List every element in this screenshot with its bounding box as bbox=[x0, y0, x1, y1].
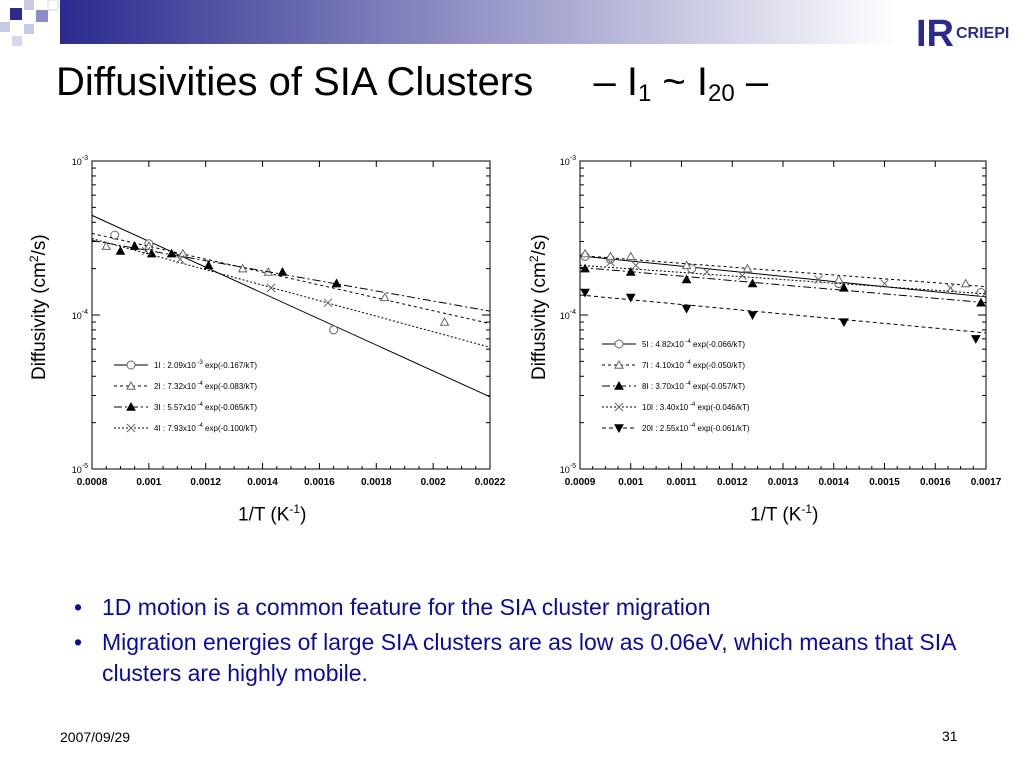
legend-label: 3I : 5.57x10 $^{-4}$ exp(-0.065/kT) bbox=[154, 402, 258, 412]
left-chart-xlabel: 1/T $(K^{-1})$ bbox=[238, 502, 307, 526]
bullet-item: • Migration energies of large SIA clusters are as low as 0.06eV, which means that SIA clusters are highly mobile. bbox=[72, 627, 992, 689]
header-gradient-bar bbox=[60, 0, 900, 44]
x-tick-label: 0.0012 bbox=[716, 477, 748, 488]
title-end: – bbox=[734, 60, 769, 104]
plot-frame bbox=[92, 161, 490, 469]
y-tick-label: $10^{-3}$ bbox=[71, 155, 88, 167]
legend-marker bbox=[127, 361, 135, 369]
x-tick-label: 0.0009 bbox=[564, 477, 596, 488]
plot-frame bbox=[580, 161, 986, 469]
right-diffusivity-chart bbox=[552, 145, 1012, 495]
x-tick-label: 0.002 bbox=[420, 477, 446, 488]
legend-label: 7I : 4.10x10 $^{-4}$ exp(-0.050/kT) bbox=[642, 360, 746, 370]
x-tick-label: 0.0016 bbox=[919, 477, 951, 488]
footer-date: 2007/09/29 bbox=[60, 729, 131, 745]
legend-label: 8I : 3.70x10 $^{-4}$ exp(-0.057/kT) bbox=[642, 381, 746, 391]
legend-label: 4I : 7.93x10 $^{-4}$ exp(-0.100/kT) bbox=[154, 423, 258, 433]
y-tick-label: $10^{-5}$ bbox=[559, 463, 576, 475]
x-tick-label: 0.0016 bbox=[304, 477, 335, 488]
svg-text:CRIEPI: CRIEPI bbox=[956, 25, 1010, 42]
left-diffusivity-chart bbox=[50, 145, 530, 495]
y-tick-label: $10^{-4}$ bbox=[71, 309, 88, 321]
y-tick-label: $10^{-4}$ bbox=[559, 309, 576, 321]
x-tick-label: 0.001 bbox=[136, 477, 162, 488]
x-tick-label: 0.0018 bbox=[360, 477, 392, 488]
x-tick-label: 0.001 bbox=[618, 477, 644, 488]
left-chart-ylabel: Diffusivity $(cm^2/s)$ bbox=[26, 234, 51, 381]
x-tick-label: 0.0013 bbox=[767, 477, 799, 488]
page-title bbox=[56, 60, 768, 108]
y-tick-label: $10^{-5}$ bbox=[71, 463, 88, 475]
x-tick-label: 0.0011 bbox=[666, 477, 697, 488]
bullet-list bbox=[72, 592, 992, 693]
legend-label: 1I : 2.09x10 $^{-3}$ exp(-0.167/kT) bbox=[154, 360, 258, 370]
x-tick-label: 0.0012 bbox=[190, 477, 222, 488]
title-sub2: 20 bbox=[708, 80, 735, 107]
legend-marker bbox=[615, 340, 623, 348]
title-sub1: 1 bbox=[637, 80, 652, 107]
y-tick-label: $10^{-3}$ bbox=[559, 155, 576, 167]
x-tick-label: 0.0017 bbox=[970, 477, 1002, 488]
x-tick-label: 0.0014 bbox=[247, 477, 278, 488]
bullet-item: • 1D motion is a common feature for the SIA cluster migration bbox=[72, 592, 992, 623]
legend-label: 20I : 2.55x10 $^{-4}$ exp(-0.061/kT) bbox=[642, 423, 750, 433]
x-tick-label: 0.0015 bbox=[869, 477, 900, 488]
data-point bbox=[977, 288, 985, 296]
x-tick-label: 0.0008 bbox=[76, 477, 108, 488]
logo-mark-icon bbox=[912, 8, 1012, 54]
legend-label: 2I : 7.32x10 $^{-4}$ exp(-0.083/kT) bbox=[154, 381, 258, 391]
x-tick-label: 0.0014 bbox=[818, 477, 850, 488]
page-number: 31 bbox=[942, 728, 958, 744]
criepi-logo bbox=[912, 8, 1012, 54]
svg-text:IR: IR bbox=[916, 13, 954, 54]
x-tick-label: 0.0022 bbox=[474, 477, 506, 488]
title-main: Diffusivities of SIA Clusters bbox=[56, 60, 534, 104]
title-dash: – I bbox=[593, 60, 638, 104]
right-chart-ylabel: Diffusivity $(cm^2/s)$ bbox=[526, 234, 551, 381]
data-point bbox=[330, 326, 338, 334]
right-chart-xlabel: 1/T $(K^{-1})$ bbox=[750, 502, 819, 526]
title-tilde: ~ I bbox=[651, 60, 709, 104]
legend-label: 5I : 4.82x10 $^{-4}$ exp(-0.066/kT) bbox=[642, 339, 746, 349]
legend-label: 10I : 3.40x10 $^{-4}$ exp(-0.046/kT) bbox=[642, 402, 750, 412]
